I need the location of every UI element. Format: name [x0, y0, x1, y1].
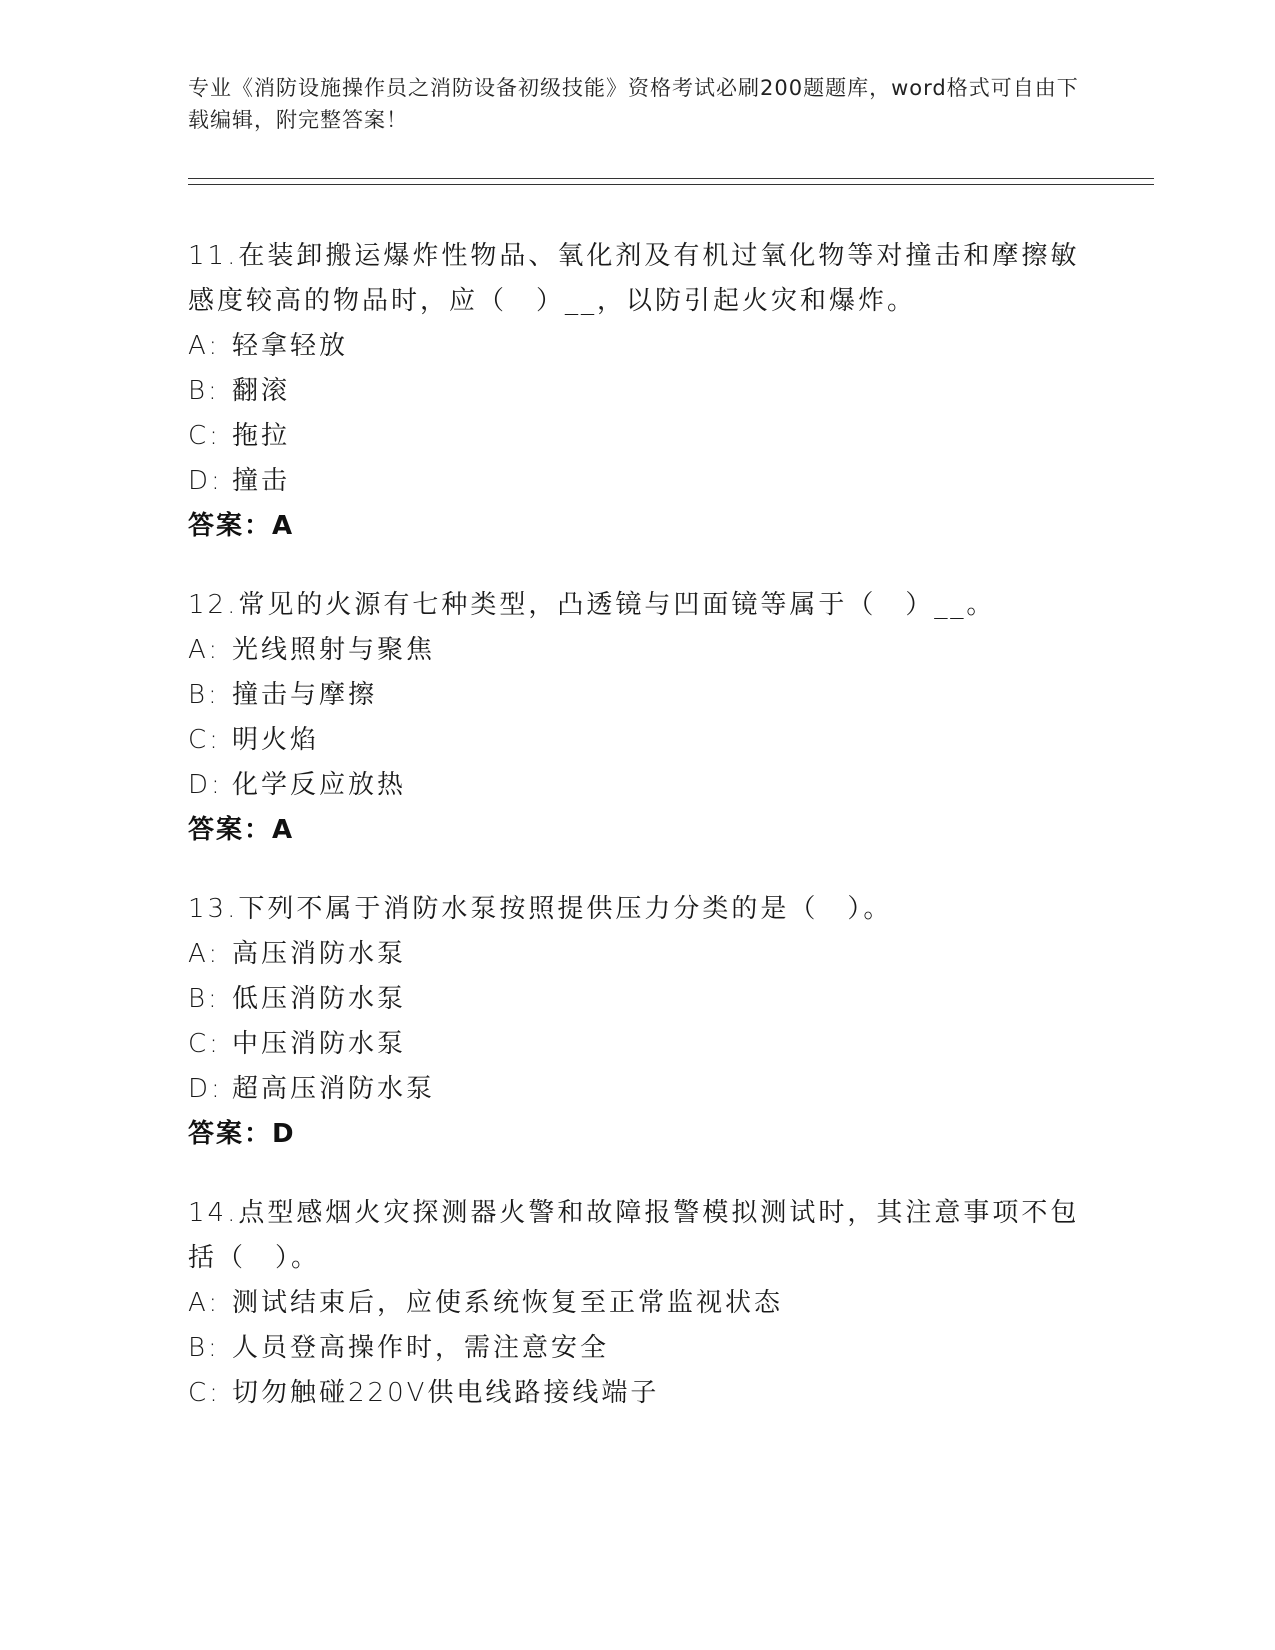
option-d	[188, 459, 1088, 504]
option-letter: A:	[188, 635, 221, 665]
option-text: 高压消防水泵	[232, 939, 407, 969]
option-text: 低压消防水泵	[232, 984, 407, 1014]
option-letter: B:	[188, 1333, 220, 1363]
header-divider-top	[188, 178, 1154, 179]
option-letter: A:	[188, 939, 221, 969]
option-b	[188, 369, 1088, 414]
question-12	[188, 583, 1088, 853]
option-letter: B:	[188, 680, 220, 710]
option-b	[188, 673, 1088, 718]
option-text: 明火焰	[232, 725, 320, 755]
option-text: 撞击	[232, 466, 291, 496]
option-c	[188, 414, 1088, 459]
option-letter: B:	[188, 376, 220, 406]
option-letter: D:	[188, 770, 223, 800]
option-letter: B:	[188, 984, 220, 1014]
option-text: 人员登高操作时，需注意安全	[232, 1333, 610, 1363]
answer: 答案：D	[188, 1119, 296, 1149]
option-a	[188, 324, 1088, 369]
option-a	[188, 932, 1088, 977]
option-letter: A:	[188, 331, 221, 361]
option-c	[188, 1022, 1088, 1067]
question-11	[188, 234, 1088, 549]
option-text: 化学反应放热	[232, 770, 407, 800]
answer: 答案：A	[188, 511, 295, 541]
option-b	[188, 977, 1088, 1022]
question-13	[188, 887, 1088, 1157]
option-letter: C:	[188, 725, 221, 755]
page-header: 专业《消防设施操作员之消防设备初级技能》资格考试必刷200题题库，word格式可自由下载编辑，附完整答案！	[188, 76, 1079, 132]
question-stem: 14.点型感烟火灾探测器火警和故障报警模拟测试时，其注意事项不包括（ ）。	[188, 1198, 1080, 1273]
option-b	[188, 1326, 1088, 1371]
option-text: 轻拿轻放	[232, 331, 349, 361]
header-divider-bottom	[188, 184, 1154, 185]
option-text: 超高压消防水泵	[232, 1074, 436, 1104]
option-a	[188, 1281, 1088, 1326]
option-letter: C:	[188, 421, 221, 451]
answer: 答案：A	[188, 815, 295, 845]
option-c	[188, 718, 1088, 763]
option-d	[188, 1067, 1088, 1112]
option-letter: D:	[188, 466, 223, 496]
option-d	[188, 763, 1088, 808]
option-letter: D:	[188, 1074, 223, 1104]
option-text: 切勿触碰220V供电线路接线端子	[232, 1378, 660, 1408]
option-letter: C:	[188, 1378, 221, 1408]
option-text: 测试结束后，应使系统恢复至正常监视状态	[232, 1288, 784, 1318]
option-text: 光线照射与聚焦	[232, 635, 436, 665]
question-stem: 11.在装卸搬运爆炸性物品、氧化剂及有机过氧化物等对撞击和摩擦敏感度较高的物品时，应（ ）__，以防引起火灾和爆炸。	[188, 241, 1080, 316]
option-letter: A:	[188, 1288, 221, 1318]
option-letter: C:	[188, 1029, 221, 1059]
option-text: 中压消防水泵	[232, 1029, 407, 1059]
question-stem: 13.下列不属于消防水泵按照提供压力分类的是（ ）。	[188, 894, 893, 924]
option-text: 撞击与摩擦	[232, 680, 378, 710]
question-list	[188, 234, 1088, 1450]
option-a	[188, 628, 1088, 673]
option-c	[188, 1371, 1088, 1416]
option-text: 拖拉	[232, 421, 291, 451]
question-14	[188, 1191, 1088, 1416]
question-stem: 12.常见的火源有七种类型，凸透镜与凹面镜等属于（ ）__。	[188, 590, 996, 620]
option-text: 翻滚	[232, 376, 291, 406]
